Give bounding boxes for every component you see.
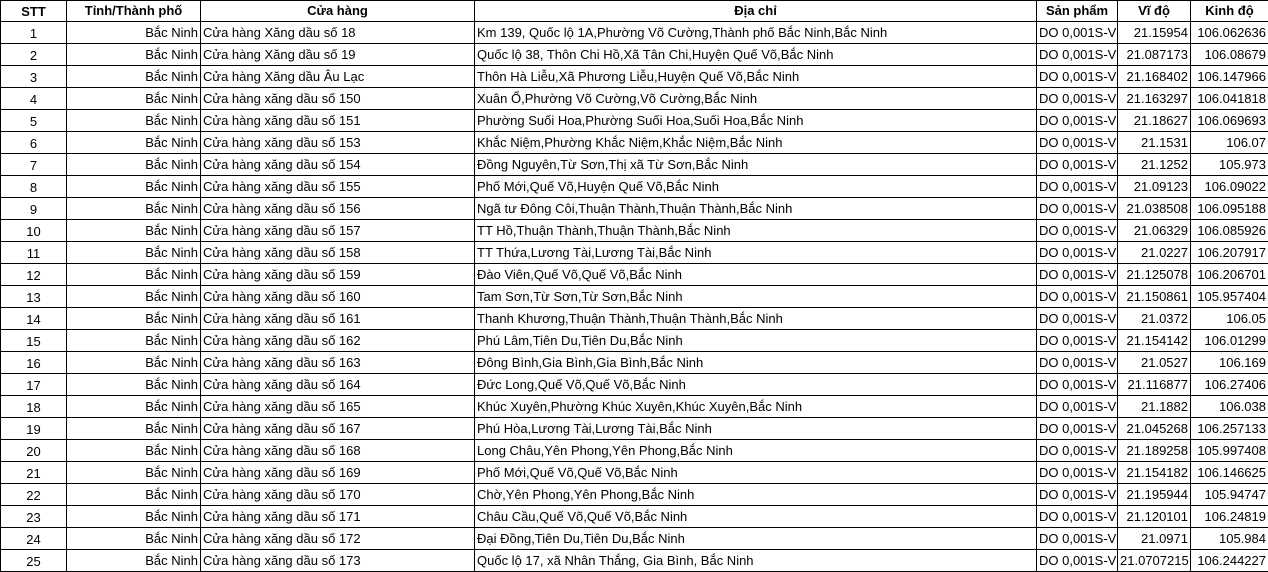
cell-product[interactable]: DO 0,001S-V	[1037, 286, 1118, 308]
cell-product[interactable]: DO 0,001S-V	[1037, 396, 1118, 418]
cell-stt[interactable]: 1	[1, 22, 67, 44]
cell-store[interactable]: Cửa hàng xăng dầu số 155	[201, 176, 475, 198]
cell-latitude[interactable]: 21.154142	[1118, 330, 1191, 352]
cell-province[interactable]: Bắc Ninh	[67, 154, 201, 176]
cell-latitude[interactable]: 21.1252	[1118, 154, 1191, 176]
table-row	[1, 440, 1268, 462]
cell-product[interactable]: DO 0,001S-V	[1037, 264, 1118, 286]
cell-latitude[interactable]: 21.120101	[1118, 506, 1191, 528]
cell-stt[interactable]: 11	[1, 242, 67, 264]
cell-province[interactable]: Bắc Ninh	[67, 132, 201, 154]
cell-product[interactable]: DO 0,001S-V	[1037, 66, 1118, 88]
cell-store[interactable]: Cửa hàng xăng dầu số 161	[201, 308, 475, 330]
cell-province[interactable]: Bắc Ninh	[67, 506, 201, 528]
cell-province[interactable]: Bắc Ninh	[67, 44, 201, 66]
cell-latitude[interactable]: 21.045268	[1118, 418, 1191, 440]
cell-address[interactable]: Phường Suối Hoa,Phường Suối Hoa,Suối Hoa,Bắc Ninh	[475, 110, 1037, 132]
cell-latitude[interactable]: 21.154182	[1118, 462, 1191, 484]
cell-product[interactable]: DO 0,001S-V	[1037, 330, 1118, 352]
cell-province[interactable]: Bắc Ninh	[67, 440, 201, 462]
cell-longitude[interactable]: 106.27406	[1191, 374, 1268, 396]
cell-longitude[interactable]: 106.244227	[1191, 550, 1268, 572]
cell-province[interactable]: Bắc Ninh	[67, 110, 201, 132]
cell-store[interactable]: Cửa hàng xăng dầu số 154	[201, 154, 475, 176]
cell-stt[interactable]: 12	[1, 264, 67, 286]
table-row	[1, 528, 1268, 550]
cell-latitude[interactable]: 21.0971	[1118, 528, 1191, 550]
header-row	[1, 1, 1268, 22]
cell-latitude[interactable]: 21.189258	[1118, 440, 1191, 462]
cell-latitude[interactable]: 21.116877	[1118, 374, 1191, 396]
table-row	[1, 176, 1268, 198]
cell-product[interactable]: DO 0,001S-V	[1037, 88, 1118, 110]
cell-longitude[interactable]: 106.207917	[1191, 242, 1268, 264]
cell-longitude[interactable]: 106.24819	[1191, 506, 1268, 528]
cell-stt[interactable]: 20	[1, 440, 67, 462]
cell-product[interactable]: DO 0,001S-V	[1037, 484, 1118, 506]
cell-product[interactable]: DO 0,001S-V	[1037, 418, 1118, 440]
cell-stt[interactable]: 4	[1, 88, 67, 110]
header-store[interactable]: Cửa hàng	[201, 1, 475, 22]
table-row	[1, 220, 1268, 242]
cell-store[interactable]: Cửa hàng Xăng dầu Âu Lạc	[201, 66, 475, 88]
cell-address[interactable]: Quốc lộ 17, xã Nhân Thắng, Gia Bình, Bắc Ninh	[475, 550, 1037, 572]
cell-stt[interactable]: 25	[1, 550, 67, 572]
cell-stt[interactable]: 22	[1, 484, 67, 506]
cell-longitude[interactable]: 105.997408	[1191, 440, 1268, 462]
cell-longitude[interactable]: 106.169	[1191, 352, 1268, 374]
cell-store[interactable]: Cửa hàng xăng dầu số 150	[201, 88, 475, 110]
cell-stt[interactable]: 14	[1, 308, 67, 330]
cell-province[interactable]: Bắc Ninh	[67, 308, 201, 330]
cell-store[interactable]: Cửa hàng xăng dầu số 151	[201, 110, 475, 132]
cell-province[interactable]: Bắc Ninh	[67, 418, 201, 440]
cell-province[interactable]: Bắc Ninh	[67, 198, 201, 220]
cell-address[interactable]: TT Thứa,Lương Tài,Lương Tài,Bắc Ninh	[475, 242, 1037, 264]
cell-store[interactable]: Cửa hàng xăng dầu số 167	[201, 418, 475, 440]
cell-province[interactable]: Bắc Ninh	[67, 484, 201, 506]
cell-address[interactable]: Đức Long,Quế Võ,Quế Võ,Bắc Ninh	[475, 374, 1037, 396]
cell-province[interactable]: Bắc Ninh	[67, 462, 201, 484]
cell-latitude[interactable]: 21.125078	[1118, 264, 1191, 286]
header-longitude[interactable]: Kinh độ	[1191, 1, 1268, 22]
cell-longitude[interactable]: 106.206701	[1191, 264, 1268, 286]
cell-longitude[interactable]: 106.01299	[1191, 330, 1268, 352]
table-row	[1, 198, 1268, 220]
cell-address[interactable]: Thanh Khương,Thuận Thành,Thuận Thành,Bắc Ninh	[475, 308, 1037, 330]
cell-latitude[interactable]: 21.1882	[1118, 396, 1191, 418]
cell-stt[interactable]: 16	[1, 352, 67, 374]
cell-store[interactable]: Cửa hàng xăng dầu số 153	[201, 132, 475, 154]
cell-address[interactable]: Phố Mới,Quế Võ,Quế Võ,Bắc Ninh	[475, 462, 1037, 484]
cell-address[interactable]: Đồng Nguyên,Từ Sơn,Thị xã Từ Sơn,Bắc Ninh	[475, 154, 1037, 176]
cell-province[interactable]: Bắc Ninh	[67, 352, 201, 374]
cell-stt[interactable]: 2	[1, 44, 67, 66]
cell-stt[interactable]: 23	[1, 506, 67, 528]
cell-address[interactable]: Long Châu,Yên Phong,Yên Phong,Bắc Ninh	[475, 440, 1037, 462]
cell-latitude[interactable]: 21.09123	[1118, 176, 1191, 198]
cell-store[interactable]: Cửa hàng xăng dầu số 170	[201, 484, 475, 506]
cell-longitude[interactable]: 106.08679	[1191, 44, 1268, 66]
cell-province[interactable]: Bắc Ninh	[67, 374, 201, 396]
cell-store[interactable]: Cửa hàng xăng dầu số 163	[201, 352, 475, 374]
cell-province[interactable]: Bắc Ninh	[67, 88, 201, 110]
cell-store[interactable]: Cửa hàng xăng dầu số 171	[201, 506, 475, 528]
cell-stt[interactable]: 18	[1, 396, 67, 418]
cell-province[interactable]: Bắc Ninh	[67, 220, 201, 242]
header-product[interactable]: Sản phẩm	[1037, 1, 1118, 22]
cell-product[interactable]: DO 0,001S-V	[1037, 308, 1118, 330]
table-row	[1, 154, 1268, 176]
cell-address[interactable]: Tam Sơn,Từ Sơn,Từ Sơn,Bắc Ninh	[475, 286, 1037, 308]
table-row	[1, 44, 1268, 66]
table-row	[1, 110, 1268, 132]
cell-product[interactable]: DO 0,001S-V	[1037, 198, 1118, 220]
cell-address[interactable]: Phố Mới,Quế Võ,Huyện Quế Võ,Bắc Ninh	[475, 176, 1037, 198]
table-row	[1, 506, 1268, 528]
cell-longitude[interactable]: 106.05	[1191, 308, 1268, 330]
cell-address[interactable]: TT Hồ,Thuận Thành,Thuận Thành,Bắc Ninh	[475, 220, 1037, 242]
cell-stt[interactable]: 24	[1, 528, 67, 550]
cell-store[interactable]: Cửa hàng xăng dầu số 158	[201, 242, 475, 264]
cell-product[interactable]: DO 0,001S-V	[1037, 506, 1118, 528]
cell-longitude[interactable]: 106.038	[1191, 396, 1268, 418]
cell-product[interactable]: DO 0,001S-V	[1037, 440, 1118, 462]
cell-store[interactable]: Cửa hàng xăng dầu số 168	[201, 440, 475, 462]
cell-store[interactable]: Cửa hàng xăng dầu số 160	[201, 286, 475, 308]
table-row	[1, 88, 1268, 110]
cell-latitude[interactable]: 21.18627	[1118, 110, 1191, 132]
cell-product[interactable]: DO 0,001S-V	[1037, 220, 1118, 242]
cell-stt[interactable]: 15	[1, 330, 67, 352]
table-body	[1, 22, 1268, 572]
cell-address[interactable]: Phú Hòa,Lương Tài,Lương Tài,Bắc Ninh	[475, 418, 1037, 440]
cell-store[interactable]: Cửa hàng xăng dầu số 172	[201, 528, 475, 550]
cell-store[interactable]: Cửa hàng Xăng dầu số 18	[201, 22, 475, 44]
cell-address[interactable]: Khúc Xuyên,Phường Khúc Xuyên,Khúc Xuyên,Bắc Ninh	[475, 396, 1037, 418]
cell-province[interactable]: Bắc Ninh	[67, 396, 201, 418]
cell-product[interactable]: DO 0,001S-V	[1037, 176, 1118, 198]
cell-longitude[interactable]: 106.146625	[1191, 462, 1268, 484]
cell-longitude[interactable]: 106.09022	[1191, 176, 1268, 198]
cell-longitude[interactable]: 106.07	[1191, 132, 1268, 154]
table-row	[1, 132, 1268, 154]
cell-longitude[interactable]: 106.095188	[1191, 198, 1268, 220]
cell-address[interactable]: Ngã tư Đông Côi,Thuận Thành,Thuận Thành,Bắc Ninh	[475, 198, 1037, 220]
table-row	[1, 330, 1268, 352]
cell-longitude[interactable]: 105.973	[1191, 154, 1268, 176]
cell-address[interactable]: Châu Cầu,Quế Võ,Quế Võ,Bắc Ninh	[475, 506, 1037, 528]
cell-latitude[interactable]: 21.168402	[1118, 66, 1191, 88]
cell-address[interactable]: Khắc Niệm,Phường Khắc Niệm,Khắc Niệm,Bắc Ninh	[475, 132, 1037, 154]
cell-address[interactable]: Đại Đồng,Tiên Du,Tiên Du,Bắc Ninh	[475, 528, 1037, 550]
table-row	[1, 242, 1268, 264]
cell-address[interactable]: Đông Bình,Gia Bình,Gia Bình,Bắc Ninh	[475, 352, 1037, 374]
cell-address[interactable]: Xuân Ổ,Phường Võ Cường,Võ Cường,Bắc Ninh	[475, 88, 1037, 110]
cell-address[interactable]: Phú Lâm,Tiên Du,Tiên Du,Bắc Ninh	[475, 330, 1037, 352]
cell-product[interactable]: DO 0,001S-V	[1037, 462, 1118, 484]
table-row	[1, 484, 1268, 506]
cell-longitude[interactable]: 105.957404	[1191, 286, 1268, 308]
cell-longitude[interactable]: 105.984	[1191, 528, 1268, 550]
cell-longitude[interactable]: 106.069693	[1191, 110, 1268, 132]
cell-latitude[interactable]: 21.0707215	[1118, 550, 1191, 572]
cell-province[interactable]: Bắc Ninh	[67, 22, 201, 44]
cell-product[interactable]: DO 0,001S-V	[1037, 154, 1118, 176]
cell-stt[interactable]: 3	[1, 66, 67, 88]
table-row	[1, 550, 1268, 572]
cell-product[interactable]: DO 0,001S-V	[1037, 374, 1118, 396]
cell-latitude[interactable]: 21.15954	[1118, 22, 1191, 44]
table-row	[1, 462, 1268, 484]
cell-address[interactable]: Quốc lộ 38, Thôn Chi Hồ,Xã Tân Chi,Huyện Quế Võ,Bắc Ninh	[475, 44, 1037, 66]
cell-store[interactable]: Cửa hàng xăng dầu số 162	[201, 330, 475, 352]
cell-product[interactable]: DO 0,001S-V	[1037, 132, 1118, 154]
header-latitude[interactable]: Vĩ độ	[1118, 1, 1191, 22]
cell-longitude[interactable]: 106.041818	[1191, 88, 1268, 110]
cell-latitude[interactable]: 21.195944	[1118, 484, 1191, 506]
cell-product[interactable]: DO 0,001S-V	[1037, 110, 1118, 132]
cell-store[interactable]: Cửa hàng xăng dầu số 173	[201, 550, 475, 572]
table-row	[1, 352, 1268, 374]
cell-stt[interactable]: 8	[1, 176, 67, 198]
cell-address[interactable]: Chờ,Yên Phong,Yên Phong,Bắc Ninh	[475, 484, 1037, 506]
header-province[interactable]: Tỉnh/Thành phố	[67, 1, 201, 22]
cell-province[interactable]: Bắc Ninh	[67, 286, 201, 308]
table-row	[1, 396, 1268, 418]
cell-longitude[interactable]: 106.147966	[1191, 66, 1268, 88]
cell-stt[interactable]: 21	[1, 462, 67, 484]
cell-product[interactable]: DO 0,001S-V	[1037, 550, 1118, 572]
table-row	[1, 22, 1268, 44]
cell-stt[interactable]: 10	[1, 220, 67, 242]
cell-store[interactable]: Cửa hàng xăng dầu số 165	[201, 396, 475, 418]
cell-province[interactable]: Bắc Ninh	[67, 264, 201, 286]
cell-province[interactable]: Bắc Ninh	[67, 176, 201, 198]
cell-product[interactable]: DO 0,001S-V	[1037, 352, 1118, 374]
cell-product[interactable]: DO 0,001S-V	[1037, 22, 1118, 44]
cell-store[interactable]: Cửa hàng xăng dầu số 156	[201, 198, 475, 220]
cell-province[interactable]: Bắc Ninh	[67, 242, 201, 264]
cell-product[interactable]: DO 0,001S-V	[1037, 242, 1118, 264]
cell-latitude[interactable]: 21.038508	[1118, 198, 1191, 220]
cell-product[interactable]: DO 0,001S-V	[1037, 528, 1118, 550]
cell-latitude[interactable]: 21.0527	[1118, 352, 1191, 374]
table-row	[1, 374, 1268, 396]
cell-latitude[interactable]: 21.0372	[1118, 308, 1191, 330]
header-stt[interactable]: STT	[1, 1, 67, 22]
cell-stt[interactable]: 9	[1, 198, 67, 220]
table-row	[1, 264, 1268, 286]
cell-province[interactable]: Bắc Ninh	[67, 66, 201, 88]
cell-stt[interactable]: 7	[1, 154, 67, 176]
cell-stt[interactable]: 19	[1, 418, 67, 440]
cell-latitude[interactable]: 21.163297	[1118, 88, 1191, 110]
cell-address[interactable]: Km 139, Quốc lộ 1A,Phường Võ Cường,Thành phố Bắc Ninh,Bắc Ninh	[475, 22, 1037, 44]
cell-longitude[interactable]: 105.94747	[1191, 484, 1268, 506]
cell-stt[interactable]: 6	[1, 132, 67, 154]
cell-latitude[interactable]: 21.06329	[1118, 220, 1191, 242]
cell-province[interactable]: Bắc Ninh	[67, 550, 201, 572]
table-row	[1, 418, 1268, 440]
cell-longitude[interactable]: 106.062636	[1191, 22, 1268, 44]
cell-province[interactable]: Bắc Ninh	[67, 528, 201, 550]
cell-latitude[interactable]: 21.0227	[1118, 242, 1191, 264]
cell-store[interactable]: Cửa hàng xăng dầu số 157	[201, 220, 475, 242]
cell-store[interactable]: Cửa hàng Xăng dầu số 19	[201, 44, 475, 66]
cell-store[interactable]: Cửa hàng xăng dầu số 164	[201, 374, 475, 396]
cell-latitude[interactable]: 21.1531	[1118, 132, 1191, 154]
cell-product[interactable]: DO 0,001S-V	[1037, 44, 1118, 66]
header-address[interactable]: Địa chỉ	[475, 1, 1037, 22]
cell-stt[interactable]: 17	[1, 374, 67, 396]
cell-province[interactable]: Bắc Ninh	[67, 330, 201, 352]
cell-latitude[interactable]: 21.150861	[1118, 286, 1191, 308]
cell-address[interactable]: Đào Viên,Quế Võ,Quế Võ,Bắc Ninh	[475, 264, 1037, 286]
table-row	[1, 308, 1268, 330]
cell-stt[interactable]: 13	[1, 286, 67, 308]
cell-address[interactable]: Thôn Hà Liễu,Xã Phương Liễu,Huyện Quế Võ,Bắc Ninh	[475, 66, 1037, 88]
cell-longitude[interactable]: 106.257133	[1191, 418, 1268, 440]
table-row	[1, 286, 1268, 308]
cell-latitude[interactable]: 21.087173	[1118, 44, 1191, 66]
cell-longitude[interactable]: 106.085926	[1191, 220, 1268, 242]
cell-store[interactable]: Cửa hàng xăng dầu số 159	[201, 264, 475, 286]
cell-stt[interactable]: 5	[1, 110, 67, 132]
table-row	[1, 66, 1268, 88]
cell-store[interactable]: Cửa hàng xăng dầu số 169	[201, 462, 475, 484]
